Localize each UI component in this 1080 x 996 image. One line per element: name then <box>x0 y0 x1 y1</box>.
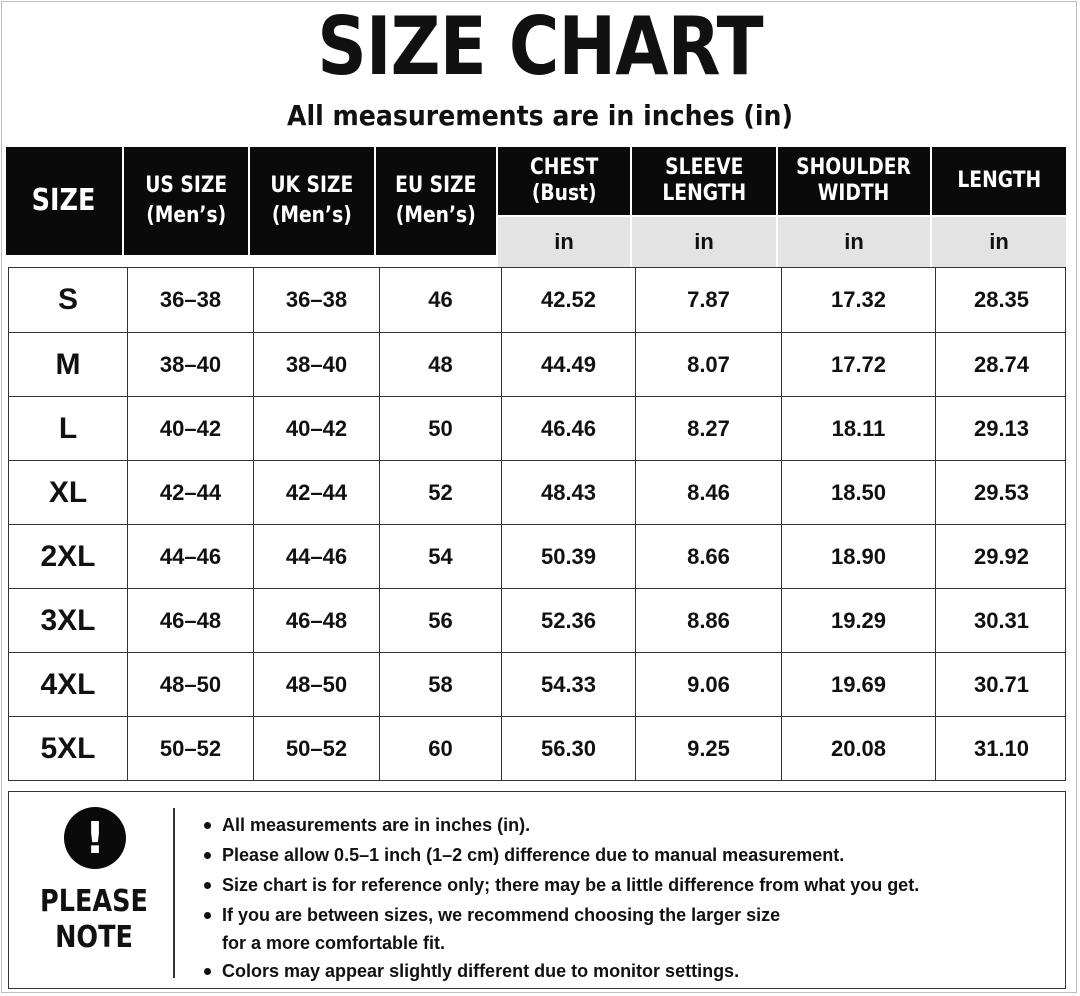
size-label-cell: 4XL <box>40 667 96 701</box>
note-divider <box>173 808 175 978</box>
table-cell: 46 <box>379 268 501 332</box>
table-cell: 31.10 <box>935 717 1067 780</box>
header-cell-3 <box>376 147 496 255</box>
table-row <box>9 652 1065 716</box>
table-cell: 18.11 <box>781 397 935 460</box>
header-line1: UK SIZE <box>270 173 354 198</box>
note-item <box>204 840 1054 870</box>
table-cell: 42–44 <box>253 461 379 524</box>
size-label-cell: 3XL <box>40 603 96 637</box>
note-label <box>19 884 169 956</box>
header-cell-5 <box>632 147 776 215</box>
table-cell: 44.49 <box>501 333 635 396</box>
table-cell: 48–50 <box>127 653 253 716</box>
table-cell: 48 <box>379 333 501 396</box>
note-item-text: If you are between sizes, we recommend choosing the larger size <box>222 905 781 925</box>
size-label-cell: 5XL <box>40 731 96 765</box>
table-row <box>9 588 1065 652</box>
header-cell-1 <box>124 147 248 255</box>
table-header <box>6 147 1066 267</box>
note-box <box>8 791 1066 989</box>
header-line2: (Men’s) <box>396 203 476 228</box>
table-cell: 44–46 <box>127 525 253 588</box>
table-cell: 9.06 <box>635 653 781 716</box>
note-item <box>204 900 1054 956</box>
note-list <box>204 810 1054 986</box>
table-cell: 18.90 <box>781 525 935 588</box>
table-row <box>9 268 1065 332</box>
table-cell: 28.35 <box>935 268 1067 332</box>
size-label-cell: 2XL <box>40 539 96 573</box>
table-cell: 9.25 <box>635 717 781 780</box>
table-cell: 42–44 <box>127 461 253 524</box>
page-title: SIZE CHART <box>317 0 763 93</box>
header-cell-4 <box>498 147 630 215</box>
header-line2: (Men’s) <box>146 203 226 228</box>
table-cell: 60 <box>379 717 501 780</box>
header-line1: US SIZE <box>145 173 227 198</box>
table-row <box>9 332 1065 396</box>
size-label-cell: XL <box>48 475 88 509</box>
header-cell-6 <box>778 147 930 215</box>
table-cell: 50–52 <box>253 717 379 780</box>
note-item-text: Please allow 0.5–1 inch (1–2 cm) difference due to manual measurement. <box>222 845 845 865</box>
table-cell: 48–50 <box>253 653 379 716</box>
table-row <box>9 716 1065 780</box>
table-row <box>9 524 1065 588</box>
table-cell: 8.86 <box>635 589 781 652</box>
size-table <box>8 267 1066 781</box>
header-line2: WIDTH <box>818 181 890 206</box>
table-cell: 54 <box>379 525 501 588</box>
note-item-text: Size chart is for reference only; there may be a little difference from what you get. <box>222 875 920 895</box>
table-cell: 17.32 <box>781 268 935 332</box>
table-cell: 50 <box>379 397 501 460</box>
table-cell: 52.36 <box>501 589 635 652</box>
header-cell-0 <box>6 147 122 255</box>
table-row <box>9 396 1065 460</box>
note-label-line2: NOTE <box>55 920 133 955</box>
table-cell: 7.87 <box>635 268 781 332</box>
table-cell: 28.74 <box>935 333 1067 396</box>
table-cell: 30.31 <box>935 589 1067 652</box>
table-cell: 40–42 <box>253 397 379 460</box>
size-label-cell: S <box>57 283 78 316</box>
header-line1: EU SIZE <box>395 173 477 198</box>
table-cell: 50–52 <box>127 717 253 780</box>
note-label-line1: PLEASE <box>40 884 148 919</box>
table-cell: 20.08 <box>781 717 935 780</box>
table-cell: 38–40 <box>127 333 253 396</box>
table-cell: 44–46 <box>253 525 379 588</box>
exclamation-icon: ! <box>64 807 126 869</box>
note-item-text: All measurements are in inches (in). <box>222 815 531 835</box>
unit-cell-7: in <box>932 217 1066 267</box>
table-cell: 46–48 <box>127 589 253 652</box>
note-item <box>204 810 1054 840</box>
table-cell: 29.53 <box>935 461 1067 524</box>
table-cell: 46.46 <box>501 397 635 460</box>
table-cell: 36–38 <box>127 268 253 332</box>
unit-cell-4: in <box>498 217 630 267</box>
table-row <box>9 460 1065 524</box>
table-cell: 29.13 <box>935 397 1067 460</box>
header-line2: (Bust) <box>531 181 597 206</box>
header-line1: LENGTH <box>957 168 1041 193</box>
table-cell: 58 <box>379 653 501 716</box>
header-cell-2 <box>250 147 374 255</box>
unit-cell-5: in <box>632 217 776 267</box>
header-line1: SHOULDER <box>796 155 912 180</box>
table-cell: 17.72 <box>781 333 935 396</box>
table-cell: 42.52 <box>501 268 635 332</box>
header-line1: SIZE <box>32 183 96 218</box>
unit-cell-6: in <box>778 217 930 267</box>
size-label-cell: M <box>55 347 81 381</box>
table-cell: 40–42 <box>127 397 253 460</box>
note-item <box>204 956 1054 986</box>
table-cell: 52 <box>379 461 501 524</box>
table-cell: 8.07 <box>635 333 781 396</box>
table-cell: 56.30 <box>501 717 635 780</box>
header-line2: (Men’s) <box>272 203 352 228</box>
header-line1: CHEST <box>529 155 599 180</box>
note-item-continuation: for a more comfortable fit. <box>222 933 446 953</box>
header-cell-7 <box>932 147 1066 215</box>
table-cell: 36–38 <box>253 268 379 332</box>
table-cell: 8.27 <box>635 397 781 460</box>
table-cell: 8.46 <box>635 461 781 524</box>
table-cell: 38–40 <box>253 333 379 396</box>
table-cell: 29.92 <box>935 525 1067 588</box>
table-cell: 19.69 <box>781 653 935 716</box>
header-line2: LENGTH <box>662 181 746 206</box>
note-item-text: Colors may appear slightly different due to monitor settings. <box>222 961 740 981</box>
table-cell: 56 <box>379 589 501 652</box>
table-cell: 54.33 <box>501 653 635 716</box>
header-line1: SLEEVE <box>664 155 744 180</box>
table-cell: 8.66 <box>635 525 781 588</box>
page-subtitle: All measurements are in inches (in) <box>286 99 794 132</box>
table-cell: 48.43 <box>501 461 635 524</box>
table-cell: 18.50 <box>781 461 935 524</box>
table-cell: 46–48 <box>253 589 379 652</box>
table-cell: 50.39 <box>501 525 635 588</box>
table-cell: 19.29 <box>781 589 935 652</box>
note-item <box>204 870 1054 900</box>
table-cell: 30.71 <box>935 653 1067 716</box>
size-label-cell: L <box>58 411 78 445</box>
